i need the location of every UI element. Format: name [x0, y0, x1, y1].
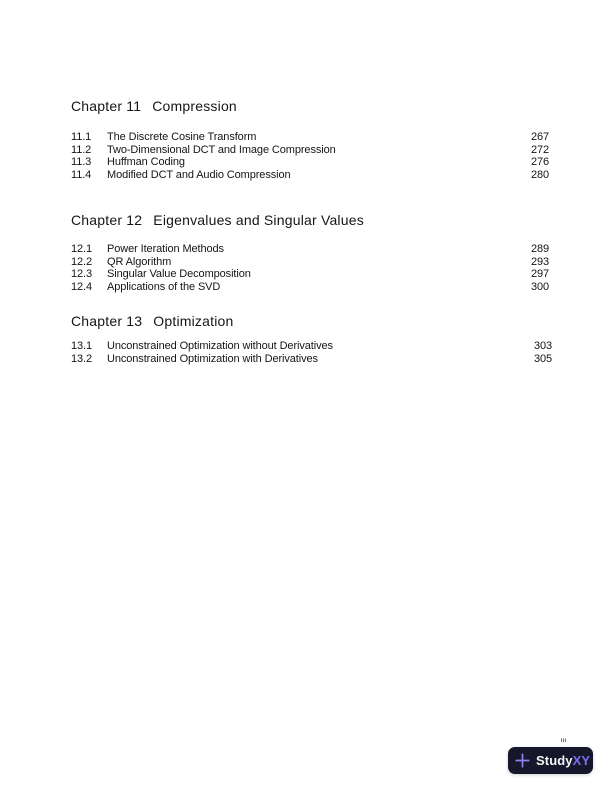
toc-entry-number: 13.1: [71, 340, 93, 352]
toc-entry-number: 12.2: [71, 255, 93, 268]
toc-entry-number: 11.3: [71, 156, 92, 169]
toc-entry: [71, 156, 549, 169]
toc-entry-page: 297: [530, 268, 549, 281]
toc-entry-number: 11.1: [71, 131, 92, 143]
chapter-heading-title: Compression: [152, 98, 237, 114]
toc-entry-title: The Discrete Cosine Transform: [107, 131, 257, 143]
toc-entry: [71, 353, 552, 366]
toc-entry: [71, 144, 549, 157]
toc-entry-title: Modified DCT and Audio Compression: [107, 168, 291, 181]
chapter-heading-title: Eigenvalues and Singular Values: [153, 212, 364, 228]
page-number: iii: [561, 738, 567, 744]
toc-entry: [71, 256, 549, 269]
toc-entries: [71, 243, 549, 293]
chapter-heading: [71, 98, 549, 114]
toc-entry: [71, 268, 549, 281]
toc-entry-page: 303: [533, 340, 552, 352]
toc-entry-title: QR Algorithm: [107, 255, 172, 268]
toc-entry: [71, 281, 549, 294]
toc-entry-title: Two-Dimensional DCT and Image Compression: [107, 143, 336, 156]
toc-entry-page: 293: [530, 255, 549, 268]
chapter-heading-prefix: Chapter 11: [71, 98, 142, 114]
brand-xy: XY: [572, 753, 591, 768]
toc-entry-page: 276: [530, 156, 549, 169]
toc-entry-title: Unconstrained Optimization with Derivatives: [107, 352, 318, 365]
toc-entry-page: 272: [530, 143, 549, 156]
toc-entry-title: Power Iteration Methods: [107, 243, 224, 255]
toc-entry-number: 11.4: [71, 168, 92, 181]
toc-entry: [71, 340, 552, 353]
toc-entry-number: 11.2: [71, 143, 92, 156]
chapter-heading-prefix: Chapter 13: [71, 313, 143, 329]
toc-entry-number: 12.3: [71, 268, 93, 281]
toc-entry-title: Unconstrained Optimization without Derivatives: [107, 340, 333, 352]
toc-section: [71, 313, 552, 365]
toc-entry-page: 305: [533, 352, 552, 365]
toc-entry-page: 289: [530, 243, 549, 255]
toc-entry-title: Applications of the SVD: [107, 280, 221, 293]
toc-entries: [71, 340, 552, 365]
toc-section: [71, 212, 549, 293]
toc-entry-number: 12.4: [71, 280, 93, 293]
toc-entries: [71, 131, 549, 181]
toc-entry-number: 13.2: [71, 352, 93, 365]
toc-entry-title: Singular Value Decomposition: [107, 268, 251, 281]
studyxy-logo[interactable]: [508, 747, 593, 774]
chapter-heading: [71, 313, 552, 329]
chapter-heading-prefix: Chapter 12: [71, 212, 143, 228]
chapter-heading: [71, 212, 549, 228]
toc-entry-number: 12.1: [71, 243, 93, 255]
toc-entry-title: Huffman Coding: [107, 156, 185, 169]
chapter-heading-title: Optimization: [153, 313, 234, 329]
toc-entry-page: 300: [530, 280, 549, 293]
plus-icon: [515, 753, 530, 768]
toc-entry: [71, 169, 549, 182]
toc-entry-page: 267: [530, 131, 549, 143]
toc-entry-page: 280: [530, 168, 549, 181]
toc-entry: [71, 243, 549, 256]
brand-study: Study: [536, 753, 573, 768]
toc-section: [71, 98, 549, 181]
toc-entry: [71, 131, 549, 144]
